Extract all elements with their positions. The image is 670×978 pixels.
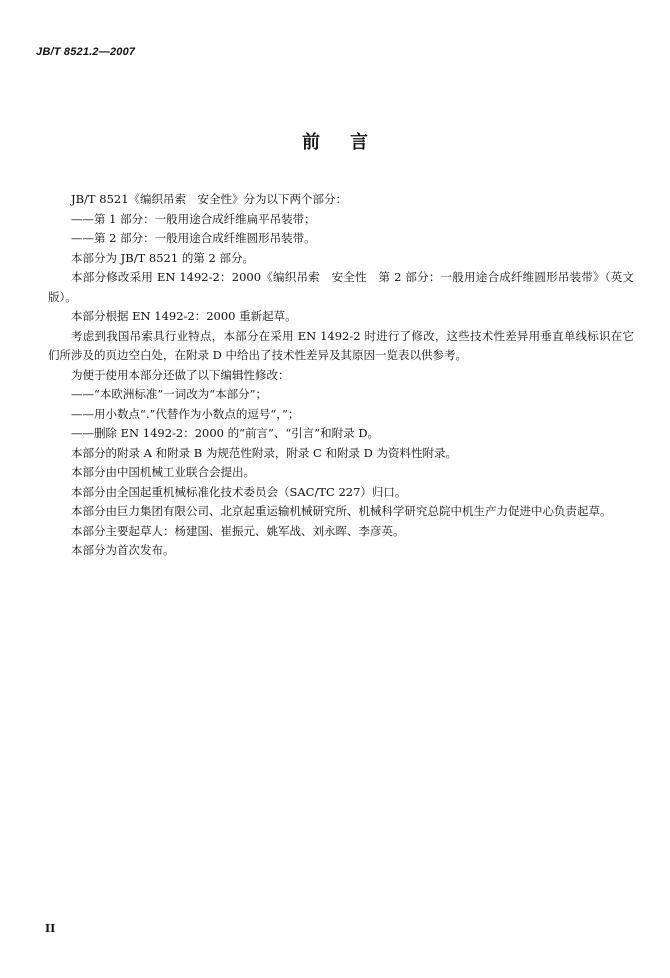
paragraph-parts-intro: JB/T 8521《编织吊索 安全性》分为以下两个部分： <box>71 192 348 206</box>
paragraph-proposed-by: 本部分由中国机械工业联合会提出。 <box>71 465 255 479</box>
paragraph-annexes: 本部分的附录 A 和附录 B 为规范性附录，附录 C 和附录 D 为资料性附录。 <box>71 445 458 460</box>
paragraph-editorial-3: ——删除 EN 1492-2：2000 的“前言”、“引言”和附录 D。 <box>71 426 380 440</box>
paragraph-centralized-by: 本部分由全国起重机械标准化技术委员会（SAC/TC 227）归口。 <box>71 484 407 499</box>
page-number: II <box>45 922 56 935</box>
paragraph-first-issue: 本部分为首次发布。 <box>71 543 175 557</box>
foreword-body <box>48 190 634 561</box>
paragraph-drafters: 本部分主要起草人：杨建国、崔振元、姚军战、刘永晖、李彦英。 <box>71 523 405 538</box>
paragraph-editorial-intro: 为便于使用本部分还做了以下编辑性修改： <box>71 367 290 382</box>
paragraph-technical-differences: 考虑到我国吊索具行业特点，本部分在采用 EN 1492-2 时进行了修改，这些技术性差异用垂直单线标识在它们所涉及的页边空白处，在附录 D 中给出了技术性差异及其原因一览表以供参考。 <box>48 328 634 362</box>
paragraph-editorial-1: ——“本欧洲标准”一词改为“本部分”； <box>71 387 268 401</box>
paragraph-part-2: ——第 2 部分：一般用途合成纤维圆形吊装带。 <box>71 231 316 245</box>
paragraph-drafting-units: 本部分由巨力集团有限公司、北京起重运输机械研究所、机械科学研究总院中机生产力促进中心负责起草。 <box>71 504 612 518</box>
document-code: JB/T 8521.2—2007 <box>36 46 136 58</box>
paragraph-this-part: 本部分为 JB/T 8521 的第 2 部分。 <box>71 250 254 265</box>
paragraph-editorial-2: ——用小数点“.”代替作为小数点的逗号“，”； <box>71 406 300 421</box>
paragraph-part-1: ——第 1 部分：一般用途合成纤维扁平吊装带； <box>71 211 316 226</box>
page-title: 前言 <box>302 132 398 153</box>
paragraph-adoption: 本部分修改采用 EN 1492-2：2000《编织吊索 安全性 第 2 部分：一般用途合成纤维圆形吊装带》（英文版）。 <box>48 270 634 304</box>
paragraph-redrafted: 本部分根据 EN 1492-2：2000 重新起草。 <box>71 309 297 323</box>
